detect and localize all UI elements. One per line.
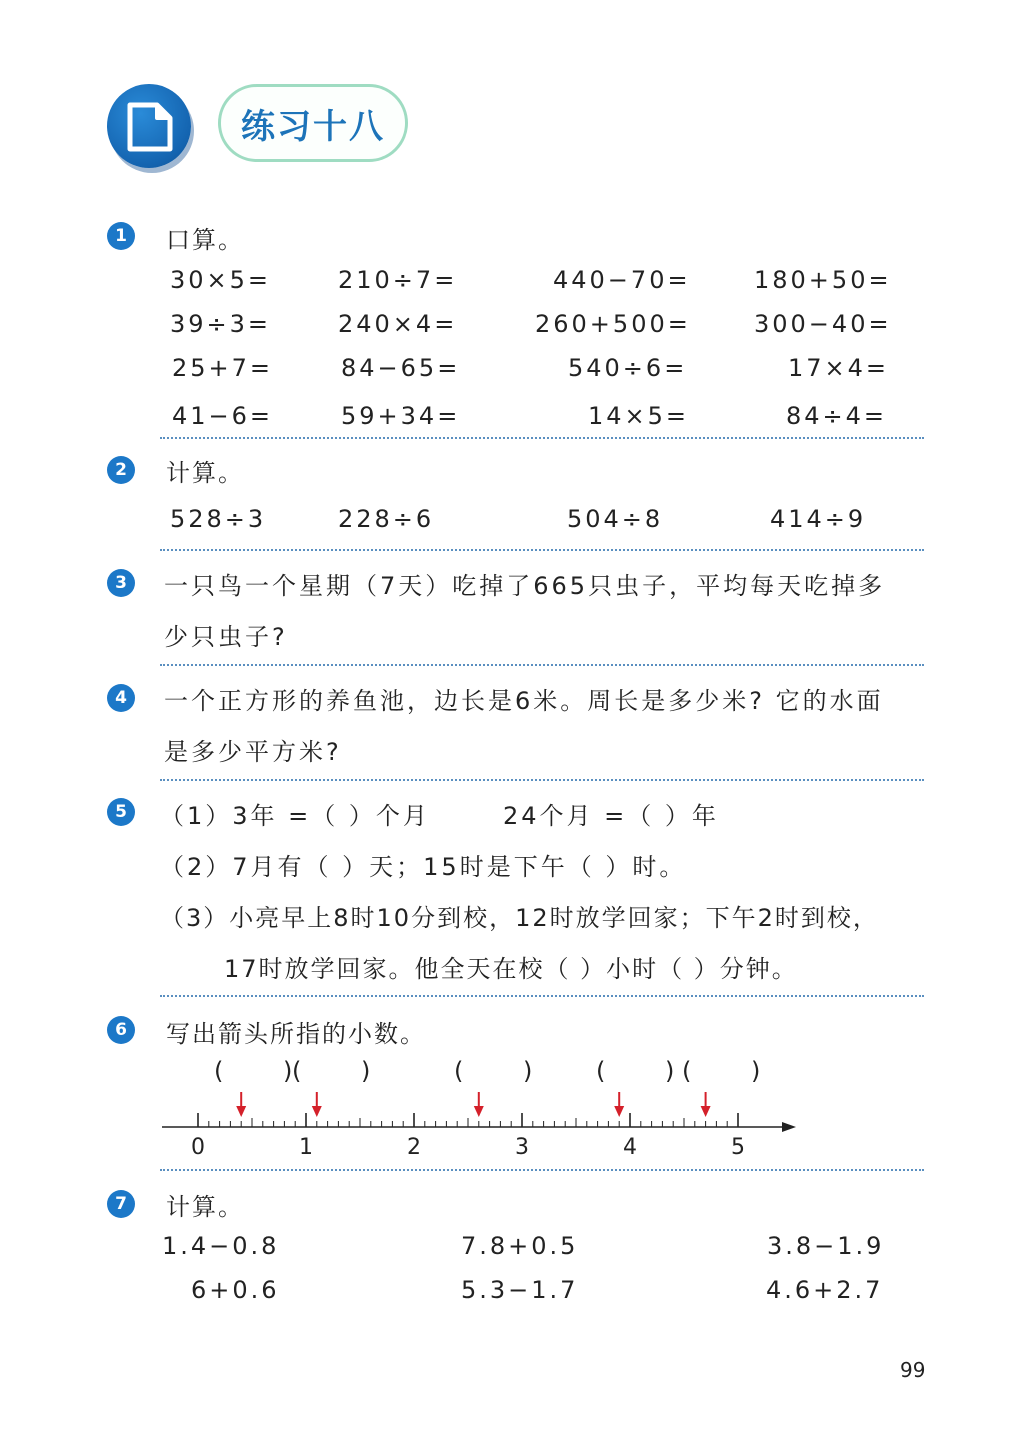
red-arrow-head <box>236 1106 246 1117</box>
question-number-1: 1 <box>107 222 135 250</box>
question-number-4: 4 <box>107 684 135 712</box>
q1-item: 25+7= <box>172 354 274 382</box>
q1-item: 59+34= <box>341 402 461 430</box>
q3-line-2: 少只虫子? <box>164 623 288 651</box>
answer-blank: ( ) <box>596 1057 701 1085</box>
red-arrow-head <box>474 1106 484 1117</box>
q1-item: 41−6= <box>172 402 274 430</box>
q2-item: 528÷3 <box>170 505 267 533</box>
tick-label: 2 <box>407 1135 421 1160</box>
tick-label: 3 <box>515 1135 529 1160</box>
q1-item: 14×5= <box>588 402 690 430</box>
q4-line-2: 是多少平方米? <box>164 738 342 766</box>
question-number-7: 7 <box>107 1190 135 1218</box>
q7-item: 7.8+0.5 <box>461 1232 579 1260</box>
tick-label: 4 <box>623 1135 637 1160</box>
q1-item: 440−70= <box>553 266 691 294</box>
q7-title: 计算。 <box>166 1193 244 1221</box>
question-number-3: 3 <box>107 569 135 597</box>
question-number-6: 6 <box>107 1016 135 1044</box>
question-number-2: 2 <box>107 456 135 484</box>
answer-blank: ( ) <box>214 1057 319 1085</box>
q2-title: 计算。 <box>166 459 244 487</box>
q7-item: 5.3−1.7 <box>461 1276 579 1304</box>
page-number: 99 <box>900 1358 926 1382</box>
q1-item: 39÷3= <box>170 310 272 338</box>
tick-label: 1 <box>299 1135 313 1160</box>
red-arrow-head <box>312 1106 322 1117</box>
q1-item: 260+500= <box>535 310 691 338</box>
q7-item: 1.4−0.8 <box>162 1232 280 1260</box>
q3-line-1: 一只鸟一个星期（7天）吃掉了665只虫子，平均每天吃掉多 <box>164 572 886 600</box>
axis-arrowhead <box>782 1122 796 1132</box>
q1-item: 84÷4= <box>786 402 888 430</box>
q1-item: 180+50= <box>754 266 892 294</box>
q5-part-3a: （3）小亮早上8时10分到校，12时放学回家；下午2时到校， <box>160 904 879 932</box>
exercise-title: 练习十八 <box>218 84 408 162</box>
tick-label: 5 <box>731 1135 745 1160</box>
q1-item: 540÷6= <box>568 354 688 382</box>
tick-label: 0 <box>191 1135 205 1160</box>
q1-item: 84−65= <box>341 354 461 382</box>
q1-item: 30×5= <box>170 266 272 294</box>
question-number-5: 5 <box>107 798 135 826</box>
answer-blank: ( ) <box>682 1057 787 1085</box>
q1-title: 口算。 <box>166 226 244 254</box>
q4-line-1: 一个正方形的养鱼池，边长是6米。周长是多少米? 它的水面 <box>164 687 884 715</box>
red-arrow-head <box>701 1106 711 1117</box>
q7-item: 3.8−1.9 <box>767 1232 885 1260</box>
q1-item: 240×4= <box>338 310 458 338</box>
q6-title: 写出箭头所指的小数。 <box>166 1020 426 1048</box>
q1-item: 300−40= <box>754 310 892 338</box>
q5-part-1a: （1）3年 =（ ）个月 <box>160 802 430 830</box>
red-arrow-head <box>614 1106 624 1117</box>
q2-item: 504÷8 <box>567 505 664 533</box>
q7-item: 6+0.6 <box>191 1276 280 1304</box>
q1-item: 210÷7= <box>338 266 458 294</box>
q2-item: 414÷9 <box>770 505 867 533</box>
answer-blank: ( ) <box>292 1057 397 1085</box>
q7-item: 4.6+2.7 <box>766 1276 884 1304</box>
q5-part-2: （2）7月有（ ）天；15时是下午（ ）时。 <box>160 853 687 881</box>
q5-part-3b: 17时放学回家。他全天在校（ ）小时（ ）分钟。 <box>224 955 798 983</box>
q2-item: 228÷6 <box>338 505 435 533</box>
section-divider <box>160 1169 924 1171</box>
answer-blank: ( ) <box>454 1057 559 1085</box>
q5-part-1b: 24个月 =（ ）年 <box>503 802 719 830</box>
q1-item: 17×4= <box>788 354 890 382</box>
